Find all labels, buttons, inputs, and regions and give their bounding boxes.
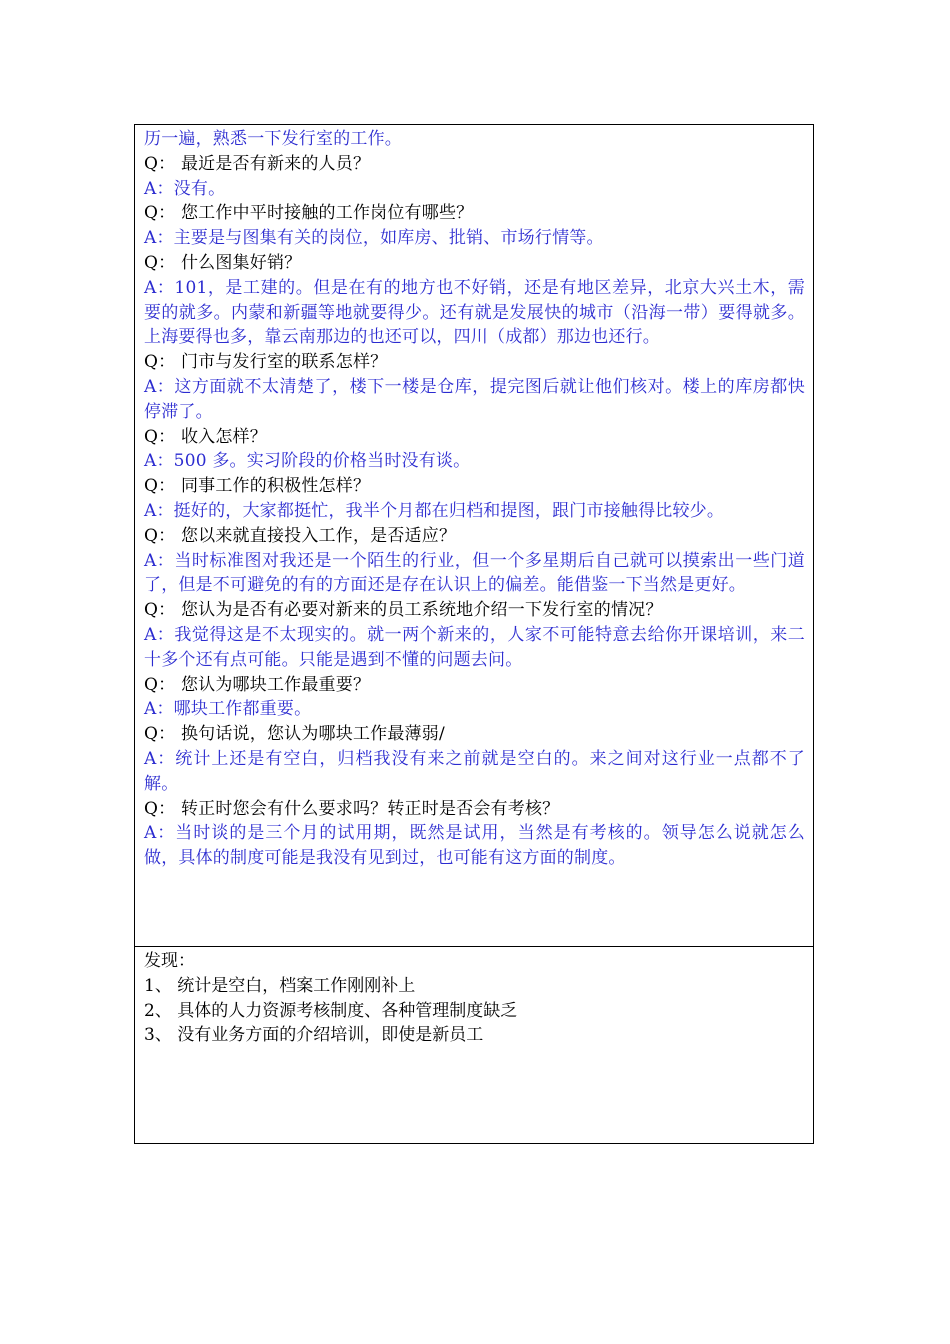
answer: A：没有。 xyxy=(144,178,226,199)
answer: A：主要是与图集有关的岗位，如库房、批销、市场行情等。 xyxy=(144,228,604,249)
question: Q： 您认为哪块工作最重要？ xyxy=(144,674,371,695)
question: Q： 门市与发行室的联系怎样？ xyxy=(144,352,388,373)
question: Q： 什么图集好销？ xyxy=(144,252,302,273)
intro-line: 历一遍，熟悉一下发行室的工作。 xyxy=(144,129,402,149)
question: Q： 您工作中平时接触的工作岗位有哪些？ xyxy=(144,203,474,224)
answer: A：统计上还是有空白，归档我没有来之前就是空白的。来之间对这行业一点都不了解。 xyxy=(144,748,805,794)
answer: A：当时标准图对我还是一个陌生的行业，但一个多星期后自己就可以摸索出一些门道了，但是不可避免的有的方面还是存在认识上的偏差。能借鉴一下当然是更好。 xyxy=(144,550,805,596)
finding-item: 2、 具体的人力资源考核制度、各种管理制度缺乏 xyxy=(144,1000,518,1021)
question: Q： 转正时您会有什么要求吗？转正时是否会有考核？ xyxy=(144,798,560,819)
question: Q： 您以来就直接投入工作，是否适应？ xyxy=(144,525,457,546)
finding-item: 1、 统计是空白，档案工作刚刚补上 xyxy=(144,975,416,996)
answer: A：我觉得这是不太现实的。就一两个新来的，人家不可能特意去给你开课培训，来二十多个还有点可能。只能是遇到不懂的问题去问。 xyxy=(144,624,805,670)
answer: A：101，是工建的。但是在有的地方也不好销，还是有地区差异，北京大兴土木，需要的就多。内蒙和新疆等地就要得少。还有就是发展快的城市（沿海一带）要得就多。上海要得也多，靠云南那边的也还可以，四川（成都）那边也还行。 xyxy=(144,277,805,348)
answer: A：挺好的，大家都挺忙，我半个月都在归档和提图，跟门市接触得比较少。 xyxy=(144,500,725,521)
question: Q： 您认为是否有必要对新来的员工系统地介绍一下发行室的情况？ xyxy=(144,600,663,621)
findings-cell xyxy=(135,947,813,1143)
question: Q： 最近是否有新来的人员？ xyxy=(144,153,371,174)
finding-item: 3、 没有业务方面的介绍培训，即使是新员工 xyxy=(144,1025,484,1046)
answer: A：哪块工作都重要。 xyxy=(144,699,312,720)
question: Q： 收入怎样？ xyxy=(144,426,267,447)
answer: A：500 多。实习阶段的价格当时没有谈。 xyxy=(144,451,471,472)
findings-title: 发现： xyxy=(144,951,195,971)
interview-cell xyxy=(135,125,813,947)
answer: A：这方面就不太清楚了，楼下一楼是仓库，提完图后就让他们核对。楼上的库房都快停滞了。 xyxy=(144,376,805,422)
answer: A：当时谈的是三个月的试用期，既然是试用，当然是有考核的。领导怎么说就怎么做，具体的制度可能是我没有见到过，也可能有这方面的制度。 xyxy=(144,823,805,869)
interview-table xyxy=(134,124,814,1144)
question: Q： 换句话说，您认为哪块工作最薄弱/ xyxy=(144,724,445,745)
question: Q： 同事工作的积极性怎样？ xyxy=(144,476,371,497)
